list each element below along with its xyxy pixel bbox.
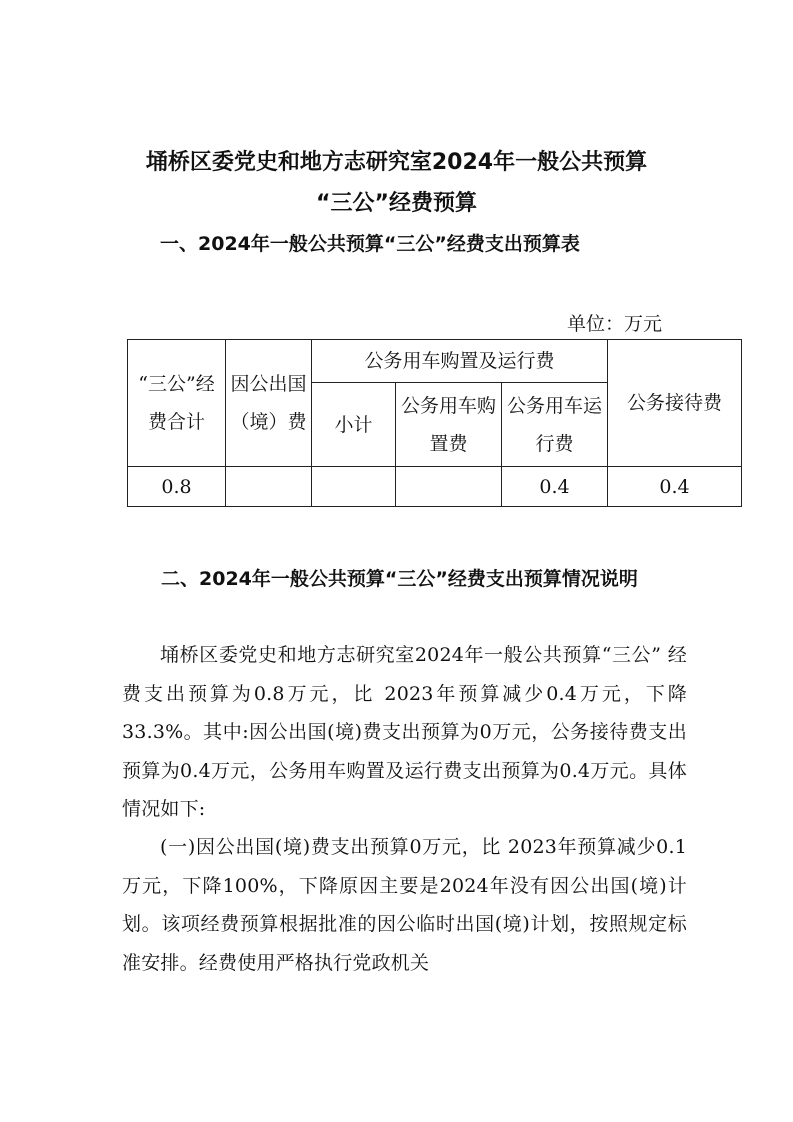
header-vehicle-operation: 公务用车运行费 bbox=[502, 383, 608, 467]
paragraph-summary: 埇桥区委党史和地方志研究室2024年一般公共预算“三公” 经费支出预算为0.8万元，比 2023年预算减少0.4万元，下降33.3%。其中:因公出国(境)费支出预算为0万元，公务接待费支出预算为0.4万元，公务用车购置及运行费支出预算为0.4万元。具体情况如下: bbox=[122, 644, 687, 820]
value-total: 0.8 bbox=[128, 467, 226, 507]
header-abroad: 因公出国（境）费 bbox=[226, 340, 312, 467]
document-title-line-2: “三公”经费预算 bbox=[316, 191, 477, 216]
section-2-heading: 二、2024年一般公共预算“三公”经费支出预算情况说明 bbox=[161, 568, 638, 590]
section-1-heading: 一、2024年一般公共预算“三公”经费支出预算表 bbox=[160, 233, 580, 255]
header-total: “三公”经费合计 bbox=[128, 340, 226, 467]
table-row bbox=[128, 467, 742, 507]
header-reception: 公务接待费 bbox=[608, 340, 742, 467]
header-vehicle-group: 公务用车购置及运行费 bbox=[312, 340, 608, 383]
value-abroad bbox=[226, 467, 312, 507]
header-vehicle-purchase: 公务用车购置费 bbox=[396, 383, 502, 467]
value-reception: 0.4 bbox=[608, 467, 742, 507]
value-vehicle-operation: 0.4 bbox=[502, 467, 608, 507]
paragraph-abroad-expense: (一)因公出国(境)费支出预算0万元，比 2023年预算减少0.1万元，下降100%，下降原因主要是2024年没有因公出国(境)计划。该项经费预算根据批准的因公临时出国(境)计划，按照规定标准安排。经费使用严格执行党政机关 bbox=[122, 836, 687, 974]
document-title-line-1: 埇桥区委党史和地方志研究室2024年一般公共预算 bbox=[145, 150, 648, 175]
three-public-budget-table bbox=[127, 339, 742, 507]
unit-label: 单位：万元 bbox=[567, 313, 663, 335]
value-subtotal bbox=[312, 467, 396, 507]
table-header-row bbox=[128, 340, 742, 383]
header-subtotal: 小计 bbox=[312, 383, 396, 467]
value-vehicle-purchase bbox=[396, 467, 502, 507]
